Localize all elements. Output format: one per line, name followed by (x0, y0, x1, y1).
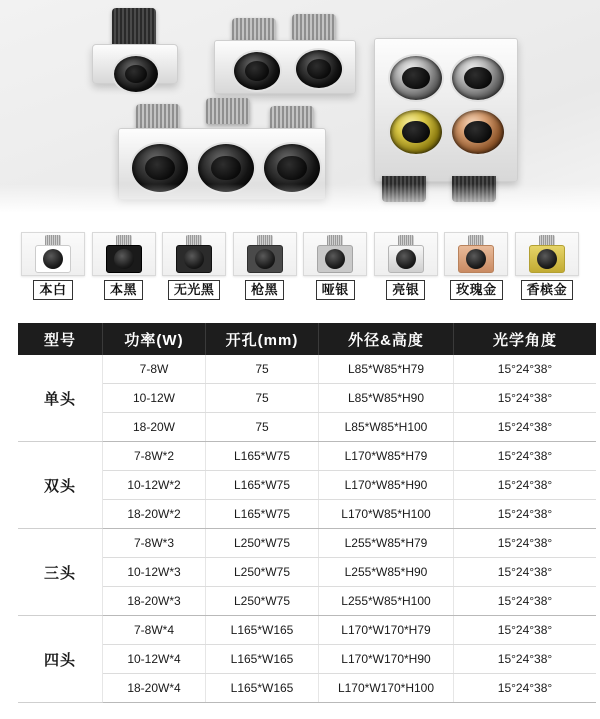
cell-angle: 15°24°38° (454, 529, 597, 558)
finish-swatch-matte-silver[interactable] (300, 232, 370, 300)
table-row (18, 413, 596, 442)
triple-head-reflector-2 (196, 142, 256, 194)
cell-cutout: L165*W75 (206, 442, 319, 471)
finish-label: 玫瑰金 (450, 280, 503, 300)
finish-hole-icon (184, 249, 204, 269)
table-row (18, 500, 596, 529)
finish-label: 香槟金 (521, 280, 574, 300)
cell-dimension: L85*W85*H100 (319, 413, 454, 442)
quad-head-lens-4 (464, 121, 491, 144)
table-row (18, 529, 596, 558)
triple-head-lens-1 (145, 156, 174, 181)
specification-table-wrapper (18, 323, 582, 703)
cell-cutout: L250*W75 (206, 558, 319, 587)
finish-swatch-black-body[interactable] (89, 232, 159, 300)
finish-chip-matte-black (162, 232, 226, 276)
finish-label: 亮银 (386, 280, 425, 300)
cell-power: 10-12W*3 (103, 558, 206, 587)
quad-head-lens-2 (464, 67, 491, 90)
cell-dimension: L255*W85*H79 (319, 529, 454, 558)
double-head-heatsink-right (292, 14, 336, 40)
cell-angle: 15°24°38° (454, 384, 597, 413)
column-header-model: 型号 (18, 323, 103, 355)
finish-ring-icon (35, 245, 71, 273)
cell-cutout: L165*W75 (206, 500, 319, 529)
triple-head-reflector-3 (262, 142, 322, 194)
cell-cutout: L250*W75 (206, 587, 319, 616)
quad-head-lens-1 (402, 67, 429, 90)
cell-angle: 15°24°38° (454, 616, 597, 645)
single-head-lens (125, 65, 148, 84)
quad-head-heatsink-right (452, 176, 496, 202)
finish-hole-icon (537, 249, 557, 269)
triple-head-lens-3 (277, 156, 306, 181)
table-header (18, 323, 596, 355)
table-row (18, 674, 596, 703)
cell-dimension: L255*W85*H100 (319, 587, 454, 616)
row-group-label: 四头 (18, 616, 103, 703)
cell-dimension: L170*W170*H100 (319, 674, 454, 703)
cell-cutout: 75 (206, 384, 319, 413)
table-row (18, 616, 596, 645)
finish-swatch-matte-black[interactable] (159, 232, 229, 300)
finish-ring-icon (317, 245, 353, 273)
finish-swatch-bright-silver[interactable] (371, 232, 441, 300)
finish-hole-icon (466, 249, 486, 269)
cell-power: 18-20W*3 (103, 587, 206, 616)
finish-label: 哑银 (316, 280, 355, 300)
cell-dimension: L170*W85*H90 (319, 471, 454, 500)
finish-chip-bright-silver (374, 232, 438, 276)
cell-power: 10-12W*2 (103, 471, 206, 500)
row-group-label: 三头 (18, 529, 103, 616)
cell-angle: 15°24°38° (454, 587, 597, 616)
cell-angle: 15°24°38° (454, 645, 597, 674)
finish-hole-icon (255, 249, 275, 269)
finish-hole-icon (43, 249, 63, 269)
finish-label: 本白 (33, 280, 72, 300)
cell-cutout: L250*W75 (206, 529, 319, 558)
column-header-cutout: 开孔(mm) (206, 323, 319, 355)
cell-power: 7-8W (103, 355, 206, 384)
cell-cutout: L165*W75 (206, 471, 319, 500)
triple-head-heatsink-2 (206, 98, 250, 124)
finish-swatch-gun-black[interactable] (230, 232, 300, 300)
finish-ring-icon (106, 245, 142, 273)
row-group-label: 双头 (18, 442, 103, 529)
triple-head-heatsink-1 (136, 104, 180, 130)
quad-head-reflector-3 (388, 108, 444, 156)
double-head-reflector-1 (232, 50, 282, 92)
cell-dimension: L170*W170*H90 (319, 645, 454, 674)
cell-cutout: L165*W165 (206, 616, 319, 645)
specification-table (18, 323, 596, 703)
cell-dimension: L170*W85*H100 (319, 500, 454, 529)
finish-swatch-champagne-gold[interactable] (512, 232, 582, 300)
cell-power: 18-20W*4 (103, 674, 206, 703)
finish-swatch-row (18, 232, 582, 300)
finish-chip-gun-black (233, 232, 297, 276)
finish-label: 无光黑 (168, 280, 221, 300)
table-row (18, 355, 596, 384)
cell-angle: 15°24°38° (454, 442, 597, 471)
double-head-lens-2 (307, 59, 331, 79)
single-head-heatsink (112, 8, 156, 48)
finish-swatch-rose-gold[interactable] (441, 232, 511, 300)
column-header-power: 功率(W) (103, 323, 206, 355)
finish-hole-icon (396, 249, 416, 269)
cell-angle: 15°24°38° (454, 558, 597, 587)
cell-angle: 15°24°38° (454, 355, 597, 384)
cell-angle: 15°24°38° (454, 674, 597, 703)
quad-head-reflector-4 (450, 108, 506, 156)
double-head-lens-1 (245, 61, 269, 81)
column-header-beam-angle: 光学角度 (454, 323, 597, 355)
cell-power: 18-20W (103, 413, 206, 442)
cell-dimension: L170*W85*H79 (319, 442, 454, 471)
finish-hole-icon (114, 249, 134, 269)
cell-angle: 15°24°38° (454, 413, 597, 442)
cell-cutout: 75 (206, 355, 319, 384)
cell-angle: 15°24°38° (454, 500, 597, 529)
quad-head-reflector-2 (450, 54, 506, 102)
quad-head-heatsink-left (382, 176, 426, 202)
column-header-dimension: 外径&高度 (319, 323, 454, 355)
single-head-reflector (112, 54, 160, 94)
finish-chip-champagne-gold (515, 232, 579, 276)
finish-chip-white-body (21, 232, 85, 276)
finish-label: 本黑 (104, 280, 143, 300)
row-group-label: 单头 (18, 355, 103, 442)
cell-dimension: L255*W85*H90 (319, 558, 454, 587)
finish-label: 枪黑 (245, 280, 284, 300)
finish-chip-matte-silver (303, 232, 367, 276)
table-body (18, 355, 596, 703)
cell-power: 10-12W*4 (103, 645, 206, 674)
table-row (18, 384, 596, 413)
table-row (18, 558, 596, 587)
finish-chip-black-body (92, 232, 156, 276)
cell-power: 7-8W*4 (103, 616, 206, 645)
product-photo-banner (0, 0, 600, 218)
finish-ring-icon (388, 245, 424, 273)
finish-ring-icon (529, 245, 565, 273)
cell-cutout: 75 (206, 413, 319, 442)
cell-dimension: L85*W85*H79 (319, 355, 454, 384)
finish-hole-icon (325, 249, 345, 269)
cell-power: 7-8W*2 (103, 442, 206, 471)
cell-cutout: L165*W165 (206, 674, 319, 703)
cell-power: 18-20W*2 (103, 500, 206, 529)
finish-swatch-white-body[interactable] (18, 232, 88, 300)
finish-ring-icon (458, 245, 494, 273)
cell-dimension: L85*W85*H90 (319, 384, 454, 413)
triple-head-reflector-1 (130, 142, 190, 194)
table-row (18, 471, 596, 500)
cell-power: 10-12W (103, 384, 206, 413)
quad-head-reflector-1 (388, 54, 444, 102)
cell-dimension: L170*W170*H79 (319, 616, 454, 645)
table-header-row (18, 323, 596, 355)
table-row (18, 645, 596, 674)
double-head-reflector-2 (294, 48, 344, 90)
finish-ring-icon (176, 245, 212, 273)
cell-power: 7-8W*3 (103, 529, 206, 558)
table-row (18, 442, 596, 471)
table-row (18, 587, 596, 616)
triple-head-lens-2 (211, 156, 240, 181)
finish-chip-rose-gold (444, 232, 508, 276)
finish-ring-icon (247, 245, 283, 273)
quad-head-lens-3 (402, 121, 429, 144)
cell-cutout: L165*W165 (206, 645, 319, 674)
cell-angle: 15°24°38° (454, 471, 597, 500)
